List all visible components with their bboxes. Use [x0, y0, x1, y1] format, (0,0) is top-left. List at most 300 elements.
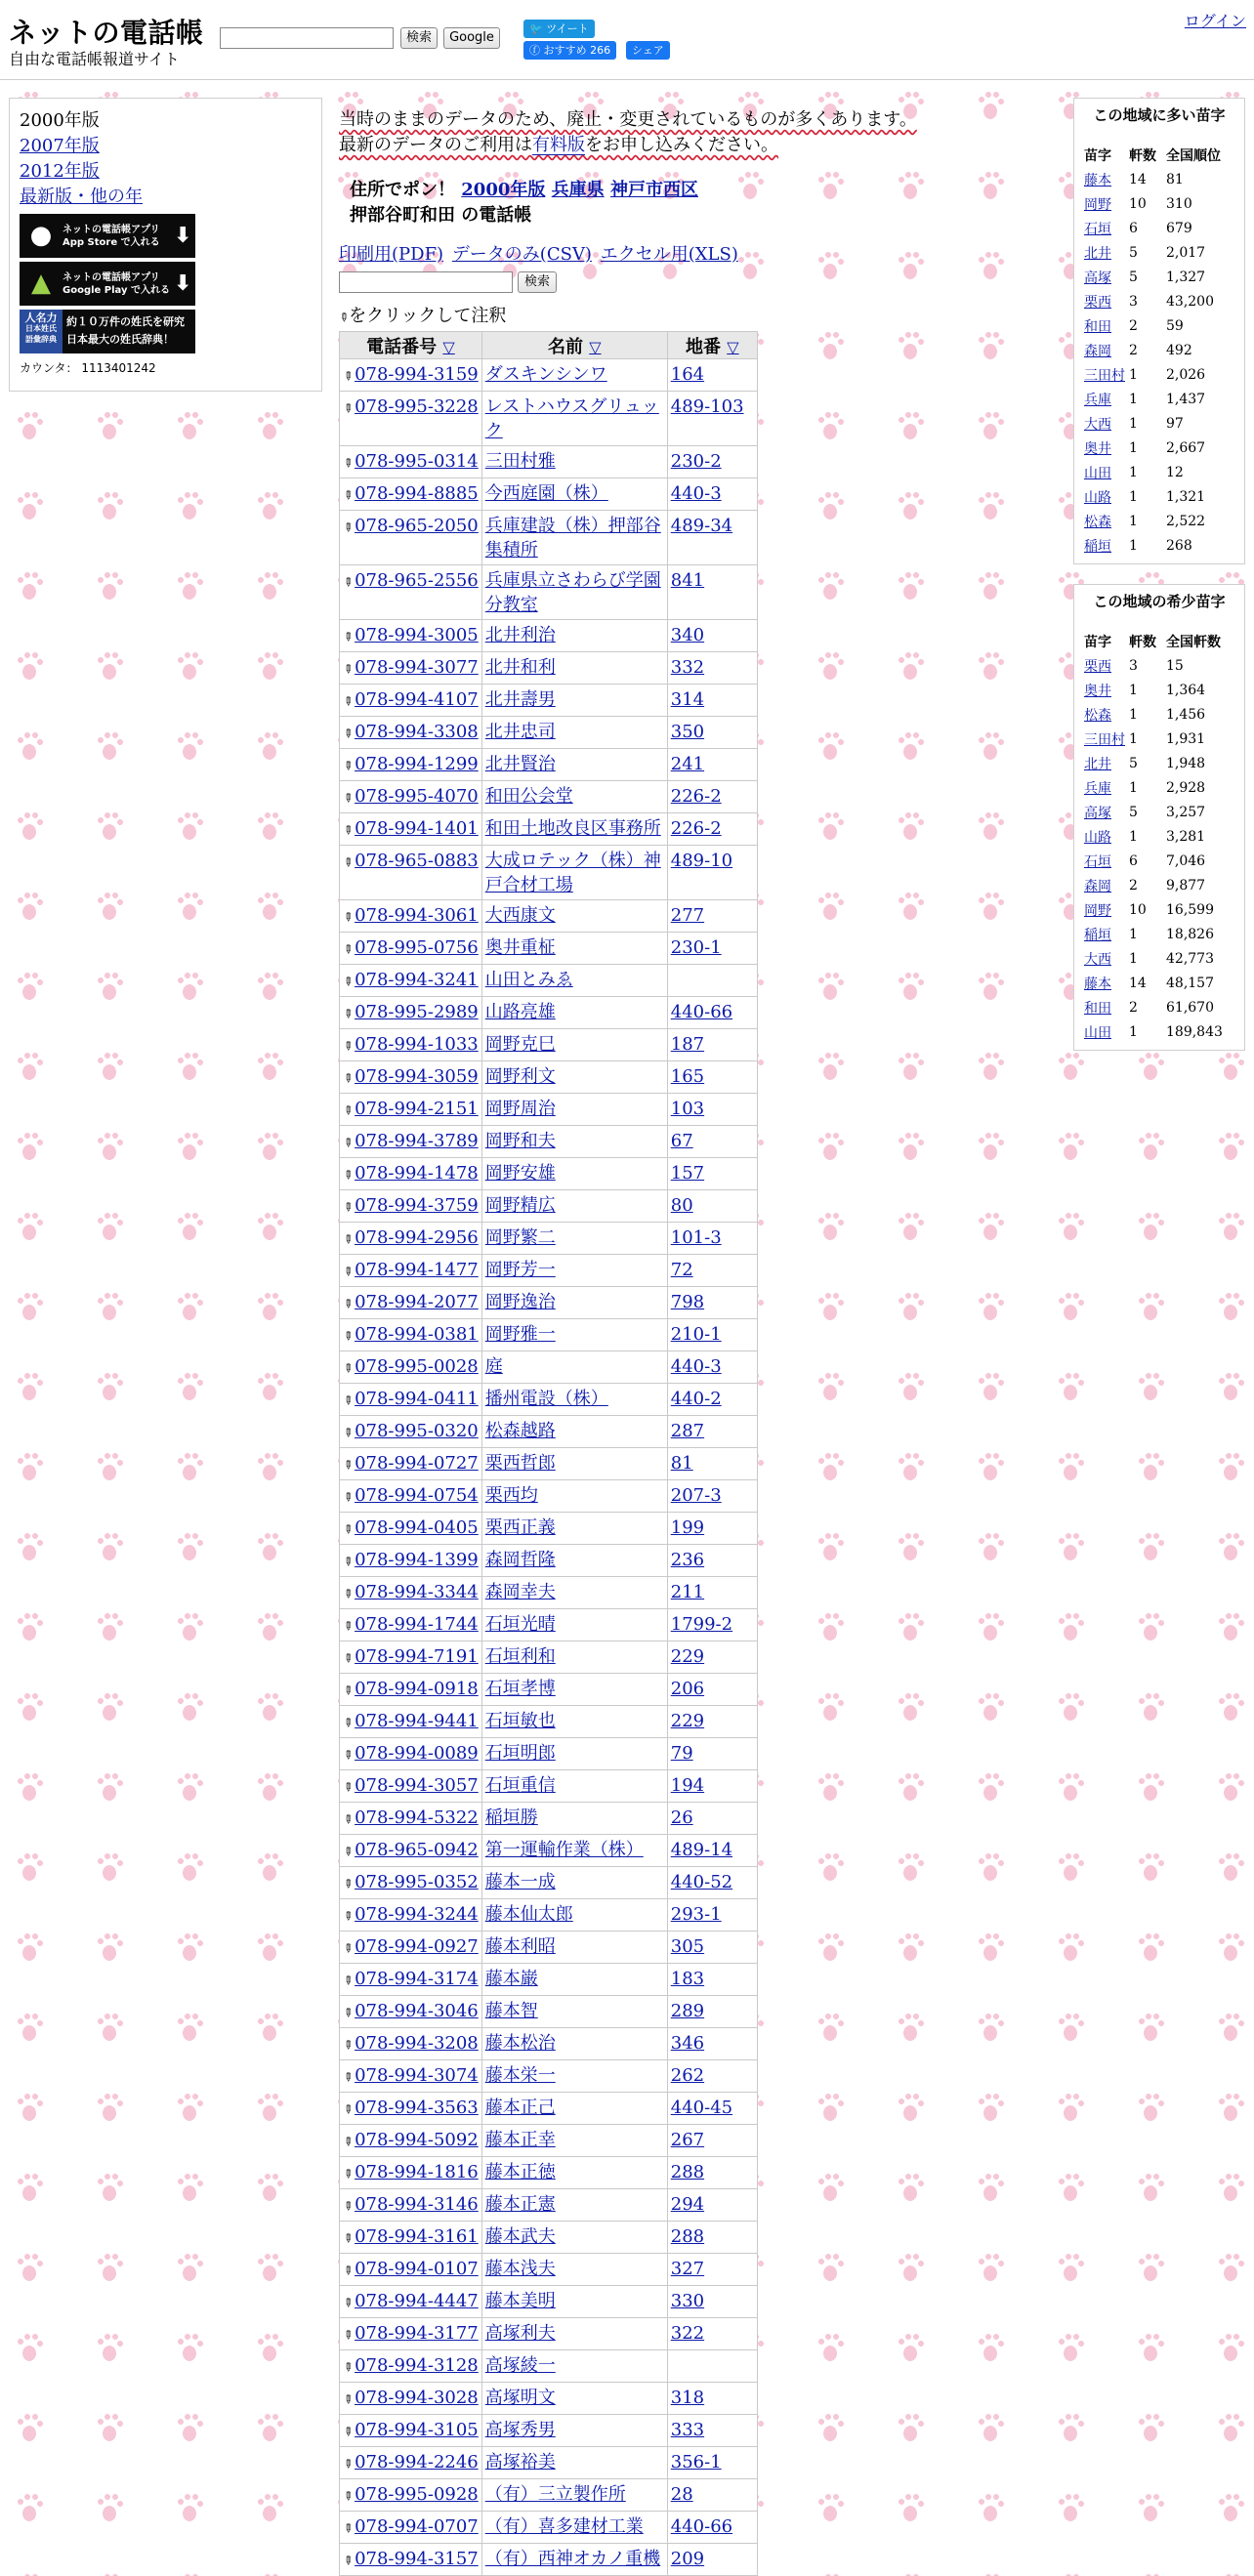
phone-link[interactable]: 078-994-3005 — [355, 625, 479, 645]
phone-link[interactable]: 078-994-2151 — [355, 1099, 479, 1119]
pencil-icon[interactable]: ✎ — [339, 1778, 356, 1796]
pencil-icon[interactable]: ✎ — [339, 2133, 356, 2150]
phone-link[interactable]: 078-994-1399 — [355, 1550, 479, 1570]
name-link[interactable]: 栗西哲郎 — [484, 1453, 556, 1474]
pencil-icon[interactable]: ✎ — [339, 628, 356, 645]
pencil-icon[interactable]: ✎ — [339, 1424, 356, 1441]
surname-link[interactable]: 石垣 — [1084, 853, 1111, 870]
chiban-link[interactable]: 489-10 — [670, 851, 733, 871]
phone-link[interactable]: 078-994-1477 — [355, 1260, 479, 1280]
sort-name-icon[interactable]: ▽ — [589, 337, 602, 356]
phone-link[interactable]: 078-994-3159 — [355, 364, 479, 385]
name-link[interactable]: 石垣孝博 — [484, 1679, 556, 1699]
chiban-link[interactable]: 322 — [670, 2323, 705, 2344]
name-link[interactable]: 兵庫県立さわらび学園分教室 — [484, 570, 661, 615]
name-link[interactable]: （有）三立製作所 — [484, 2484, 626, 2505]
phone-link[interactable]: 078-994-0727 — [355, 1453, 479, 1474]
chiban-link[interactable]: 287 — [670, 1421, 705, 1441]
sort-chiban-icon[interactable]: ▽ — [727, 337, 739, 356]
header-search-button[interactable]: 検索 — [400, 27, 438, 49]
chiban-link[interactable]: 230-2 — [670, 451, 722, 472]
chiban-link[interactable]: 262 — [670, 2065, 705, 2086]
pencil-icon[interactable]: ✎ — [339, 973, 356, 990]
name-link[interactable]: 栗西均 — [484, 1485, 538, 1506]
phone-link[interactable]: 078-994-3077 — [355, 657, 479, 678]
name-link[interactable]: 松森越路 — [484, 1421, 556, 1441]
name-link[interactable]: 石垣光晴 — [484, 1614, 556, 1635]
phone-link[interactable]: 078-994-0107 — [355, 2259, 479, 2279]
chiban-link[interactable]: 81 — [670, 1453, 693, 1474]
pencil-icon[interactable]: ✎ — [339, 1101, 356, 1119]
surname-link[interactable]: 山田 — [1084, 1024, 1111, 1041]
chiban-link[interactable]: 288 — [670, 2162, 705, 2182]
pencil-icon[interactable]: ✎ — [339, 367, 356, 385]
pencil-icon[interactable]: ✎ — [339, 2165, 356, 2182]
phone-link[interactable]: 078-994-3046 — [355, 2001, 479, 2021]
pencil-icon[interactable]: ✎ — [339, 2294, 356, 2311]
phone-link[interactable]: 078-995-0028 — [355, 1356, 479, 1377]
phone-link[interactable]: 078-994-3074 — [355, 2065, 479, 2086]
name-link[interactable]: 岡野利文 — [484, 1066, 556, 1087]
chiban-link[interactable]: 489-103 — [670, 396, 744, 417]
phone-link[interactable]: 078-994-0707 — [355, 2516, 479, 2537]
name-link[interactable]: 三田村雅 — [484, 451, 556, 472]
phone-link[interactable]: 078-994-5092 — [355, 2130, 479, 2150]
pencil-icon[interactable]: ✎ — [339, 1843, 356, 1860]
paid-version-link[interactable]: 有料版 — [532, 135, 585, 155]
name-link[interactable]: 藤本正憲 — [484, 2194, 556, 2215]
surname-link[interactable]: 森岡 — [1084, 878, 1111, 894]
phone-link[interactable]: 078-994-0927 — [355, 1936, 479, 1957]
version-link-latest[interactable]: 最新版・他の年 — [20, 187, 143, 207]
chiban-link[interactable]: 226-2 — [670, 786, 722, 807]
phone-link[interactable]: 078-995-0314 — [355, 451, 479, 472]
chiban-link[interactable]: 157 — [670, 1163, 705, 1184]
google-play-badge[interactable] — [20, 262, 195, 306]
name-link[interactable]: 森岡哲隆 — [484, 1550, 556, 1570]
pencil-icon[interactable]: ✎ — [339, 1037, 356, 1055]
pencil-icon[interactable]: ✎ — [339, 1714, 356, 1731]
name-link[interactable]: 藤本正徳 — [484, 2162, 556, 2182]
surname-dictionary-banner[interactable] — [20, 310, 195, 353]
chiban-link[interactable]: 80 — [670, 1195, 693, 1216]
name-link[interactable]: 北井賢治 — [484, 754, 556, 774]
name-link[interactable]: 石垣敏也 — [484, 1711, 556, 1731]
chiban-link[interactable]: 489-34 — [670, 516, 733, 536]
name-link[interactable]: 岡野周治 — [484, 1099, 556, 1119]
surname-link[interactable]: 松森 — [1084, 514, 1111, 530]
name-link[interactable]: 大成ロテック（株）神戸合材工場 — [484, 851, 661, 895]
export-csv-link[interactable]: データのみ(CSV) — [451, 244, 592, 265]
phone-link[interactable]: 078-994-0089 — [355, 1743, 479, 1764]
phone-link[interactable]: 078-994-3161 — [355, 2226, 479, 2247]
surname-link[interactable]: 北井 — [1084, 245, 1111, 262]
name-link[interactable]: 栗西正義 — [484, 1517, 556, 1538]
chiban-link[interactable]: 294 — [670, 2194, 705, 2215]
chiban-link[interactable]: 289 — [670, 2001, 705, 2021]
phone-link[interactable]: 078-994-2956 — [355, 1227, 479, 1248]
pencil-icon[interactable]: ✎ — [339, 1520, 356, 1538]
phone-link[interactable]: 078-965-2556 — [355, 570, 479, 591]
phone-link[interactable]: 078-994-2077 — [355, 1292, 479, 1312]
surname-link[interactable]: 藤本 — [1084, 172, 1111, 188]
surname-link[interactable]: 兵庫 — [1084, 780, 1111, 797]
phone-link[interactable]: 078-994-1033 — [355, 1034, 479, 1055]
pencil-icon[interactable]: ✎ — [339, 1746, 356, 1764]
chiban-link[interactable]: 277 — [670, 905, 705, 926]
surname-link[interactable]: 岡野 — [1084, 196, 1111, 213]
pencil-icon[interactable]: ✎ — [339, 2423, 356, 2440]
chiban-link[interactable]: 333 — [670, 2420, 705, 2440]
pencil-icon[interactable]: ✎ — [339, 2326, 356, 2344]
name-link[interactable]: 藤本正己 — [484, 2098, 556, 2118]
name-link[interactable]: 藤本武夫 — [484, 2226, 556, 2247]
name-link[interactable]: 藤本栄一 — [484, 2065, 556, 2086]
surname-link[interactable]: 奥井 — [1084, 440, 1111, 457]
chiban-link[interactable]: 440-66 — [670, 2516, 733, 2537]
chiban-link[interactable]: 211 — [670, 1582, 705, 1602]
pencil-icon[interactable]: ✎ — [339, 1392, 356, 1409]
name-link[interactable]: 和田土地改良区事務所 — [484, 818, 661, 839]
chiban-link[interactable]: 241 — [670, 754, 705, 774]
chiban-link[interactable]: 293-1 — [670, 1904, 722, 1925]
pencil-icon[interactable]: ✎ — [339, 1488, 356, 1506]
surname-link[interactable]: 兵庫 — [1084, 392, 1111, 408]
chiban-link[interactable]: 305 — [670, 1936, 705, 1957]
table-search-input[interactable] — [339, 271, 513, 293]
phone-link[interactable]: 078-994-3241 — [355, 970, 479, 990]
surname-link[interactable]: 藤本 — [1084, 976, 1111, 992]
chiban-link[interactable]: 165 — [670, 1066, 705, 1087]
chiban-link[interactable]: 164 — [670, 364, 705, 385]
breadcrumb-city[interactable]: 神戸市西区 — [609, 180, 698, 200]
facebook-recommend-button[interactable] — [523, 41, 616, 60]
phone-link[interactable]: 078-994-3208 — [355, 2033, 479, 2054]
phone-link[interactable]: 078-994-0381 — [355, 1324, 479, 1345]
surname-link[interactable]: 山路 — [1084, 829, 1111, 846]
chiban-link[interactable]: 226-2 — [670, 818, 722, 839]
surname-link[interactable]: 山田 — [1084, 465, 1111, 481]
phone-link[interactable]: 078-994-3789 — [355, 1131, 479, 1151]
chiban-link[interactable]: 187 — [670, 1034, 705, 1055]
column-header-phone[interactable]: 電話番号 ▽ — [340, 332, 482, 359]
surname-link[interactable]: 松森 — [1084, 707, 1111, 724]
surname-link[interactable]: 三田村 — [1084, 367, 1125, 384]
phone-link[interactable]: 078-994-3308 — [355, 722, 479, 742]
phone-link[interactable]: 078-965-0942 — [355, 1840, 479, 1860]
phone-link[interactable]: 078-994-1401 — [355, 818, 479, 839]
surname-link[interactable]: 森岡 — [1084, 343, 1111, 359]
surname-link[interactable]: 高塚 — [1084, 270, 1111, 286]
pencil-icon[interactable]: ✎ — [339, 908, 356, 926]
phone-link[interactable]: 078-994-3105 — [355, 2420, 479, 2440]
pencil-icon[interactable]: ✎ — [339, 2487, 356, 2505]
surname-link[interactable]: 三田村 — [1084, 731, 1125, 748]
header-search-input[interactable] — [220, 27, 394, 49]
chiban-link[interactable]: 350 — [670, 722, 705, 742]
phone-link[interactable]: 078-994-3344 — [355, 1582, 479, 1602]
pencil-icon[interactable]: ✎ — [339, 789, 356, 807]
column-header-name[interactable]: 名前 ▽ — [481, 332, 667, 359]
pencil-icon[interactable]: ✎ — [339, 519, 356, 536]
pencil-icon[interactable]: ✎ — [339, 725, 356, 742]
pencil-icon[interactable]: ✎ — [339, 1230, 356, 1248]
chiban-link[interactable]: 194 — [670, 1775, 705, 1796]
name-link[interactable]: 岡野安雄 — [484, 1163, 556, 1184]
phone-link[interactable]: 078-994-3059 — [355, 1066, 479, 1087]
chiban-link[interactable]: 314 — [670, 689, 705, 710]
name-link[interactable]: 岡野芳一 — [484, 1260, 556, 1280]
chiban-link[interactable]: 230-1 — [670, 937, 722, 958]
surname-link[interactable]: 稲垣 — [1084, 927, 1111, 943]
name-link[interactable]: 藤本巌 — [484, 1969, 538, 1989]
phone-link[interactable]: 078-994-3563 — [355, 2098, 479, 2118]
chiban-link[interactable]: 207-3 — [670, 1485, 722, 1506]
phone-link[interactable]: 078-994-3157 — [355, 2549, 479, 2569]
name-link[interactable]: （有）喜多建材工業 — [484, 2516, 644, 2537]
name-link[interactable]: 岡野繁二 — [484, 1227, 556, 1248]
pencil-icon[interactable]: ✎ — [339, 1972, 356, 1989]
name-link[interactable]: 藤本正幸 — [484, 2130, 556, 2150]
chiban-link[interactable]: 318 — [670, 2388, 705, 2408]
phone-link[interactable]: 078-994-1299 — [355, 754, 479, 774]
phone-link[interactable]: 078-994-4447 — [355, 2291, 479, 2311]
phone-link[interactable]: 078-995-0320 — [355, 1421, 479, 1441]
pencil-icon[interactable]: ✎ — [339, 2100, 356, 2118]
name-link[interactable]: レストハウスグリュック — [484, 396, 659, 441]
surname-link[interactable]: 栗西 — [1084, 294, 1111, 311]
phone-link[interactable]: 078-994-1816 — [355, 2162, 479, 2182]
chiban-link[interactable]: 229 — [670, 1711, 705, 1731]
chiban-link[interactable]: 440-45 — [670, 2098, 733, 2118]
pencil-icon[interactable]: ✎ — [339, 1939, 356, 1957]
name-link[interactable]: 高塚明文 — [484, 2388, 556, 2408]
phone-link[interactable]: 078-994-3128 — [355, 2355, 479, 2376]
chiban-link[interactable]: 206 — [670, 1679, 705, 1699]
name-link[interactable]: 岡野和夫 — [484, 1131, 556, 1151]
pencil-icon[interactable]: ✎ — [339, 399, 356, 417]
name-link[interactable]: 岡野逸治 — [484, 1292, 556, 1312]
pencil-icon[interactable]: ✎ — [339, 1295, 356, 1312]
name-link[interactable]: 山田とみゑ — [484, 970, 573, 990]
name-link[interactable]: 石垣利和 — [484, 1646, 556, 1667]
chiban-link[interactable]: 28 — [670, 2484, 693, 2505]
chiban-link[interactable]: 101-3 — [670, 1227, 722, 1248]
phone-link[interactable]: 078-994-0754 — [355, 1485, 479, 1506]
app-store-badge[interactable] — [20, 214, 195, 258]
name-link[interactable]: 岡野克巳 — [484, 1034, 556, 1055]
pencil-icon[interactable]: ✎ — [339, 2229, 356, 2247]
name-link[interactable]: 山路亮雄 — [484, 1002, 556, 1022]
chiban-link[interactable]: 183 — [670, 1969, 705, 1989]
chiban-link[interactable]: 229 — [670, 1646, 705, 1667]
chiban-link[interactable]: 346 — [670, 2033, 705, 2054]
name-link[interactable]: 和田公会堂 — [484, 786, 573, 807]
phone-link[interactable]: 078-995-0352 — [355, 1872, 479, 1892]
surname-link[interactable]: 栗西 — [1084, 658, 1111, 675]
pencil-icon[interactable]: ✎ — [339, 573, 356, 591]
pencil-icon[interactable]: ✎ — [339, 1263, 356, 1280]
name-link[interactable]: 北井利治 — [484, 625, 556, 645]
phone-link[interactable]: 078-994-0405 — [355, 1517, 479, 1538]
pencil-icon[interactable]: ✎ — [339, 1359, 356, 1377]
pencil-icon[interactable]: ✎ — [339, 940, 356, 958]
pencil-icon[interactable]: ✎ — [339, 1327, 356, 1345]
surname-link[interactable]: 山路 — [1084, 489, 1111, 506]
chiban-link[interactable]: 199 — [670, 1517, 705, 1538]
phone-link[interactable]: 078-994-3759 — [355, 1195, 479, 1216]
pencil-icon[interactable]: ✎ — [339, 2068, 356, 2086]
name-link[interactable]: 藤本仙太郎 — [484, 1904, 573, 1925]
chiban-link[interactable]: 340 — [670, 625, 705, 645]
pencil-icon[interactable]: ✎ — [339, 1069, 356, 1087]
name-link[interactable]: 今西庭園（株） — [484, 483, 608, 504]
google-search-button[interactable]: Google — [443, 27, 500, 49]
pencil-icon[interactable]: ✎ — [339, 2004, 356, 2021]
phone-link[interactable]: 078-994-1478 — [355, 1163, 479, 1184]
pencil-icon[interactable]: ✎ — [339, 1134, 356, 1151]
pencil-icon[interactable]: ✎ — [339, 757, 356, 774]
pencil-icon[interactable]: ✎ — [339, 660, 356, 678]
name-link[interactable]: 播州電設（株） — [484, 1389, 608, 1409]
name-link[interactable]: 第一運輸作業（株） — [484, 1840, 644, 1860]
pencil-icon[interactable]: ✎ — [339, 2036, 356, 2054]
chiban-link[interactable]: 327 — [670, 2259, 705, 2279]
phone-link[interactable]: 078-965-2050 — [355, 516, 479, 536]
sort-phone-icon[interactable]: ▽ — [442, 337, 455, 356]
export-pdf-link[interactable]: 印刷用(PDF) — [339, 244, 444, 265]
chiban-link[interactable]: 67 — [670, 1131, 693, 1151]
chiban-link[interactable]: 332 — [670, 657, 705, 678]
chiban-link[interactable]: 210-1 — [670, 1324, 722, 1345]
surname-link[interactable]: 和田 — [1084, 318, 1111, 335]
phone-link[interactable]: 078-965-0883 — [355, 851, 479, 871]
pencil-icon[interactable]: ✎ — [339, 2262, 356, 2279]
pencil-icon[interactable]: ✎ — [339, 2519, 356, 2537]
login-link[interactable]: ログイン — [1184, 12, 1246, 30]
chiban-link[interactable]: 798 — [670, 1292, 705, 1312]
surname-link[interactable]: 和田 — [1084, 1000, 1111, 1017]
surname-link[interactable]: 北井 — [1084, 756, 1111, 772]
pencil-icon[interactable]: ✎ — [339, 454, 356, 472]
tweet-button[interactable] — [523, 20, 595, 38]
name-link[interactable]: 岡野精広 — [484, 1195, 556, 1216]
name-link[interactable]: 石垣明郎 — [484, 1743, 556, 1764]
chiban-link[interactable]: 440-3 — [670, 483, 722, 504]
pencil-icon[interactable]: ✎ — [339, 1553, 356, 1570]
phone-link[interactable]: 078-995-2989 — [355, 1002, 479, 1022]
name-link[interactable]: 北井忠司 — [484, 722, 556, 742]
breadcrumb-year[interactable]: 2000年版 — [461, 180, 546, 200]
pencil-icon[interactable]: ✎ — [339, 1682, 356, 1699]
phone-link[interactable]: 078-994-3057 — [355, 1775, 479, 1796]
chiban-link[interactable]: 209 — [670, 2549, 705, 2569]
name-link[interactable]: 藤本松治 — [484, 2033, 556, 2054]
surname-link[interactable]: 高塚 — [1084, 805, 1111, 821]
pencil-icon[interactable]: ✎ — [339, 1456, 356, 1474]
pencil-icon[interactable]: ✎ — [339, 1166, 356, 1184]
phone-link[interactable]: 078-994-8885 — [355, 483, 479, 504]
phone-link[interactable]: 078-994-3174 — [355, 1969, 479, 1989]
name-link[interactable]: 藤本智 — [484, 2001, 538, 2021]
chiban-link[interactable]: 489-14 — [670, 1840, 733, 1860]
chiban-link[interactable]: 356-1 — [670, 2452, 722, 2472]
name-link[interactable]: 北井和利 — [484, 657, 556, 678]
chiban-link[interactable]: 330 — [670, 2291, 705, 2311]
phone-link[interactable]: 078-994-3061 — [355, 905, 479, 926]
phone-link[interactable]: 078-995-4070 — [355, 786, 479, 807]
pencil-icon[interactable]: ✎ — [339, 1907, 356, 1925]
breadcrumb-prefecture[interactable]: 兵庫県 — [551, 180, 605, 200]
pencil-icon[interactable]: ✎ — [339, 2358, 356, 2376]
chiban-link[interactable]: 79 — [670, 1743, 693, 1764]
pencil-icon[interactable]: ✎ — [339, 1875, 356, 1892]
phone-link[interactable]: 078-995-3228 — [355, 396, 479, 417]
surname-link[interactable]: 石垣 — [1084, 221, 1111, 237]
pencil-icon[interactable]: ✎ — [339, 853, 356, 871]
name-link[interactable]: 兵庫建設（株）押部谷集積所 — [484, 516, 661, 561]
phone-link[interactable]: 078-994-3177 — [355, 2323, 479, 2344]
name-link[interactable]: 大西康文 — [484, 905, 556, 926]
chiban-link[interactable]: 440-2 — [670, 1389, 722, 1409]
phone-link[interactable]: 078-994-3146 — [355, 2194, 479, 2215]
chiban-link[interactable]: 440-52 — [670, 1872, 733, 1892]
pencil-icon[interactable]: ✎ — [339, 486, 356, 504]
chiban-link[interactable]: 72 — [670, 1260, 693, 1280]
pencil-icon[interactable]: ✎ — [339, 821, 356, 839]
pencil-icon[interactable]: ✎ — [339, 2455, 356, 2472]
surname-link[interactable]: 大西 — [1084, 951, 1111, 968]
table-search-button[interactable]: 検索 — [518, 271, 557, 293]
phone-link[interactable]: 078-994-9441 — [355, 1711, 479, 1731]
name-link[interactable]: 奥井重柾 — [484, 937, 556, 958]
surname-link[interactable]: 奥井 — [1084, 683, 1111, 699]
name-link[interactable]: 石垣重信 — [484, 1775, 556, 1796]
chiban-link[interactable]: 440-3 — [670, 1356, 722, 1377]
phone-link[interactable]: 078-994-3244 — [355, 1904, 479, 1925]
pencil-icon[interactable]: ✎ — [339, 1585, 356, 1602]
name-link[interactable]: 高塚利夫 — [484, 2323, 556, 2344]
phone-link[interactable]: 078-994-2246 — [355, 2452, 479, 2472]
version-link-2012[interactable]: 2012年版 — [20, 161, 100, 182]
chiban-link[interactable]: 288 — [670, 2226, 705, 2247]
name-link[interactable]: （有）西神オカノ重機 — [484, 2549, 661, 2569]
pencil-icon[interactable]: ✎ — [339, 1005, 356, 1022]
name-link[interactable]: 高塚秀男 — [484, 2420, 556, 2440]
chiban-link[interactable]: 103 — [670, 1099, 705, 1119]
name-link[interactable]: 藤本利昭 — [484, 1936, 556, 1957]
pencil-icon[interactable]: ✎ — [339, 1810, 356, 1828]
site-title[interactable]: ネットの電話帳 — [9, 17, 204, 49]
pencil-icon[interactable]: ✎ — [339, 1617, 356, 1635]
column-header-chiban[interactable]: 地番 ▽ — [667, 332, 757, 359]
pencil-icon[interactable]: ✎ — [339, 2390, 356, 2408]
phone-link[interactable]: 078-995-0756 — [355, 937, 479, 958]
surname-link[interactable]: 岡野 — [1084, 902, 1111, 919]
pencil-icon[interactable]: ✎ — [339, 2552, 356, 2569]
name-link[interactable]: 高塚綾一 — [484, 2355, 556, 2376]
chiban-link[interactable]: 841 — [670, 570, 705, 591]
name-link[interactable]: 北井壽男 — [484, 689, 556, 710]
name-link[interactable]: 稲垣勝 — [484, 1807, 538, 1828]
pencil-icon[interactable]: ✎ — [339, 2197, 356, 2215]
pencil-icon[interactable]: ✎ — [339, 1649, 356, 1667]
pencil-icon[interactable]: ✎ — [339, 1198, 356, 1216]
phone-link[interactable]: 078-994-5322 — [355, 1807, 479, 1828]
phone-link[interactable]: 078-995-0928 — [355, 2484, 479, 2505]
chiban-link[interactable]: 267 — [670, 2130, 705, 2150]
chiban-link[interactable]: 1799-2 — [670, 1614, 733, 1635]
